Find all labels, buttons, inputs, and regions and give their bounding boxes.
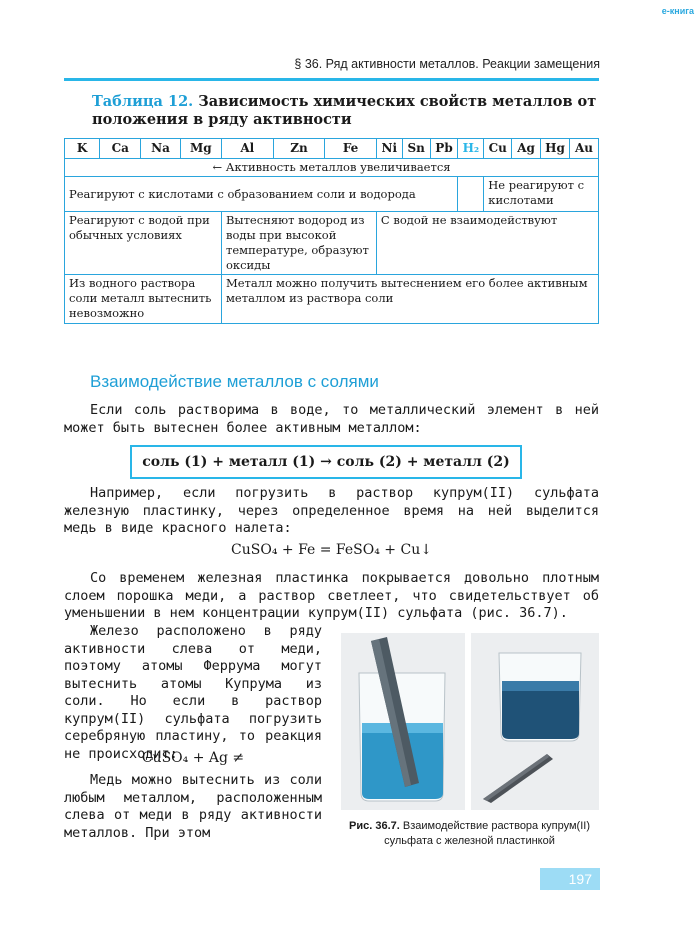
- running-title: § 36. Ряд активности металлов. Реакции замещения: [294, 57, 600, 71]
- symbol-cell-hydrogen: H₂: [458, 139, 484, 159]
- symbol-cell: Mg: [180, 139, 221, 159]
- symbol-cell: Pb: [430, 139, 458, 159]
- paragraph-3: Со временем железная пластинка покрывается довольно плотным слоем порошка меди, а раствор светлеет, что свидетельствует об уменьшении в нем концентрации купрум(II) сульфата (рис. 36.7).: [64, 570, 599, 621]
- ebook-logo: e-книга: [661, 6, 694, 16]
- activity-arrow-row: ← Активность металлов увеличивается: [65, 159, 599, 177]
- symbol-cell: Al: [221, 139, 273, 159]
- paragraph-5: Медь можно вытеснить из соли любым металлом, расположенным слева от меди в ряду активности металлов. При этом: [64, 772, 322, 841]
- paragraph-1: Если соль растворима в воде, то металлический элемент в ней может быть вытеснен более активным металлом:: [64, 402, 599, 436]
- paragraph-4: Железо расположено в ряду активности слева от меди, поэтому атомы Феррума могут вытеснить атомы Купрума из соли. Но если в раствор купрум(II) сульфата погрузить серебряную пластину, то реакция не происходит:: [64, 623, 322, 762]
- beaker-photo-2: [471, 633, 599, 810]
- salt-no-cell: Из водного раствора соли металл вытеснить невозможно: [65, 275, 222, 324]
- symbol-cell: K: [65, 139, 100, 159]
- symbol-cell: Cu: [484, 139, 512, 159]
- symbol-cell: Ca: [100, 139, 141, 159]
- header-rule: [64, 78, 599, 81]
- beaker-photo-1: [341, 633, 465, 810]
- symbol-cell: Fe: [325, 139, 377, 159]
- figure-label: Рис. 36.7.: [349, 820, 400, 832]
- symbol-cell: Ni: [376, 139, 402, 159]
- table-caption: [92, 93, 602, 129]
- paragraph-2: Например, если погрузить в раствор купрум(II) сульфата железную пластинку, через определенное время на ней выделится медь в виде красного налета:: [64, 485, 599, 536]
- symbol-cell: Hg: [541, 139, 570, 159]
- empty-cell: [458, 177, 484, 212]
- page-number: 197: [540, 868, 600, 890]
- acids-react-cell: Реагируют с кислотами с образованием соли и водорода: [65, 177, 458, 212]
- water-normal-cell: Реагируют с водой при обычных условиях: [65, 212, 222, 275]
- symbol-cell: Au: [569, 139, 598, 159]
- figure-caption: [340, 819, 599, 849]
- water-high-cell: Вытесняют водород из воды при высокой температуре, образуют оксиды: [221, 212, 376, 275]
- salt-yes-cell: Металл можно получить вытеснением его более активным металлом из раствора соли: [221, 275, 598, 324]
- table-number: Таблица 12.: [92, 93, 194, 110]
- equation-1: CuSO₄ + Fe = FeSO₄ + Cu↓: [231, 542, 432, 558]
- activity-table: [64, 138, 599, 324]
- water-no-cell: С водой не взаимодействуют: [376, 212, 598, 275]
- reaction-scheme: соль (1) + металл (1) → соль (2) + металл (2): [130, 445, 522, 479]
- section-title: Взаимодействие металлов с солями: [90, 372, 379, 391]
- equation-2: CuSO₄ + Ag ≠: [141, 750, 245, 766]
- symbol-cell: Zn: [273, 139, 325, 159]
- symbols-row: [65, 139, 599, 159]
- table-title: Зависимость химических свойств металлов от положения в ряду активности: [92, 93, 597, 128]
- symbol-cell: Ag: [512, 139, 541, 159]
- symbol-cell: Sn: [402, 139, 430, 159]
- symbol-cell: Na: [141, 139, 180, 159]
- acids-no-cell: Не реагируют с кислотами: [484, 177, 599, 212]
- figure-caption-text: Взаимодействие раствора купрум(II) сульфата с железной пластинкой: [384, 820, 590, 847]
